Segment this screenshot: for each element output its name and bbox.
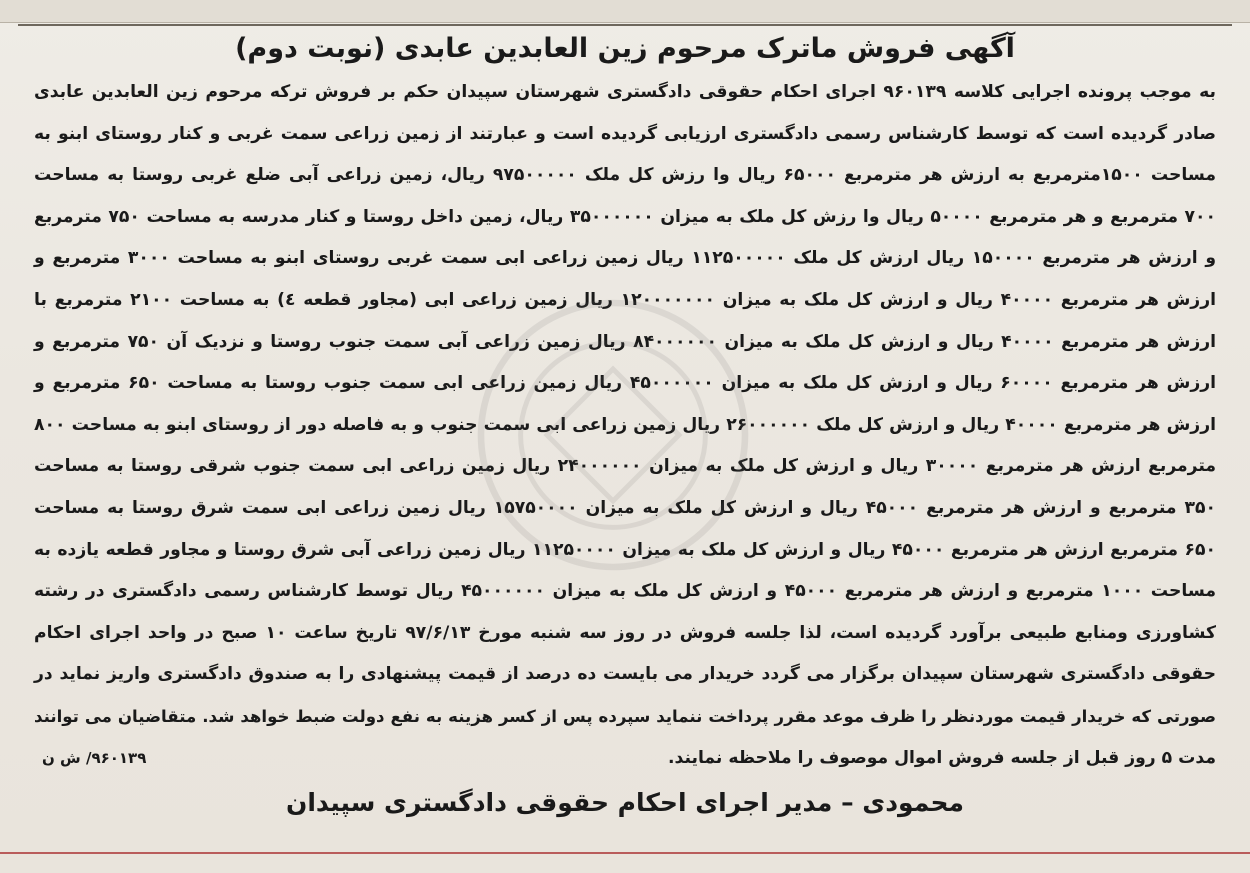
notice-line-11: ۳۵۰ مترمربع و ارزش هر مترمربع ۴۵۰۰۰ ریال و ارزش کل ملک به میزان ۱۵۷۵۰۰۰۰ ریال زمین زراعی ابی سمت شرق روستا به مساحت	[34, 497, 1216, 518]
notice-title: آگهی فروش ماترک مرحوم زین العابدین عابدی (نوبت دوم)	[235, 33, 1015, 64]
notice-line-17: مدت ۵ روز قبل از جلسه فروش اموال موصوف را ملاحظه نمایند.	[668, 747, 1216, 768]
notice-line-6: ارزش هر مترمربع ۴۰۰۰۰ ریال و ارزش کل ملک به میزان ۱۲۰۰۰۰۰۰۰ ریال زمین زراعی ابی (مجاور قطعه ٤) به مساحت ۲۱۰۰ مترمربع با	[34, 289, 1216, 310]
notice-line-14: کشاورزی ومنابع طبیعی برآورد گردیده است، لذا جلسه فروش در روز سه شنبه مورخ ۹۷/۶/۱۳ تاریخ ساعت ۱۰ صبح در واحد اجرای احکام	[34, 622, 1216, 643]
notice-line-12: ۶۵۰ مترمربع ارزش هر مترمربع ۴۵۰۰۰ ریال و ارزش کل ملک به میزان ۱۱۲۵۰۰۰۰ ریال زمین زراعی آبی شرق روستا و مجاور قطعه یازده به	[34, 539, 1216, 560]
notice-line-10: مترمربع ارزش هر مترمربع ۳۰۰۰۰ ریال و ارزش کل ملک به میزان ۲۴۰۰۰۰۰۰ ریال زمین زراعی ابی سمت جنوب شرقی روستا به مساحت	[34, 456, 1217, 477]
notice-line-5: و ارزش هر مترمربع ۱۵۰۰۰۰ ریال ارزش کل ملک ۱۱۲۵۰۰۰۰۰ ریال زمین زراعی ابی سمت غربی روستای ابنو به مساحت ۳۰۰۰ مترمربع و	[34, 248, 1216, 269]
notice-line-7: ارزش هر مترمربع ۴۰۰۰۰ ریال و ارزش کل ملک به میزان ۸۴۰۰۰۰۰۰ ریال زمین زراعی آبی سمت جنوب روستا و نزدیک آن ۷۵۰ مترمربع و	[34, 331, 1216, 352]
top-divider	[18, 24, 1232, 26]
auction-notice	[34, 27, 1216, 825]
notice-line-8: ارزش هر مترمربع ۶۰۰۰۰ ریال و ارزش کل ملک به میزان ۴۵۰۰۰۰۰۰ ریال زمین زراعی ابی سمت جنوب روستا به مساحت ۶۵۰ مترمربع و	[34, 373, 1216, 394]
notice-line-15: حقوقی دادگستری شهرستان سپیدان برگزار می گردد خریدار می بایست ده درصد از قیمت پیشنهادی را به صندوق دادگستری واریز نماید در	[34, 664, 1216, 685]
notice-signature: محمودی – مدیر اجرای احکام حقوقی دادگستری سپیدان	[286, 788, 964, 818]
notice-line-9: ارزش هر مترمربع ۴۰۰۰۰ ریال و ارزش کل ملک ۲۶۰۰۰۰۰۰ ریال زمین زراعی ابی سمت جنوب و به فاصله دور از روستای ابنو به مساحت ۸۰۰	[34, 414, 1216, 435]
notice-line-2: صادر گردیده است که توسط کارشناس رسمی دادگستری ارزیابی گردیده است و عبارتند از زمین زراعی سمت غربی و کنار روستای ابنو به	[34, 123, 1216, 144]
notice-line-4: ۷۰۰ مترمربع و هر مترمربع ۵۰۰۰۰ ریال وا رزش کل ملک به میزان ۳۵۰۰۰۰۰۰ ریال، زمین داخل روستا و کنار مدرسه به مساحت ۷۵۰ مترمربع	[34, 206, 1217, 227]
notice-last-row	[34, 738, 1216, 780]
notice-line-3: مساحت ۱۵۰۰مترمربع به ارزش هر مترمربع ۶۵۰۰۰ ریال وا رزش کل ملک ۹۷۵۰۰۰۰۰ ریال، زمین زراعی آبی ضلع غربی روستا به مساحت	[34, 165, 1216, 186]
reference-number: ۹۶۰۱۳۹/ ش ن	[42, 748, 147, 767]
notice-line-16: صورتی که خریدار قیمت موردنظر را ظرف موعد مقرر پرداخت ننماید سپرده پس از کسر هزینه به نفع دولت ضبط خواهد شد. متقاضیان می توانند	[34, 706, 1216, 726]
notice-line-1: به موجب پرونده اجرایی کلاسه ۹۶۰۱۳۹ اجرای احکام حقوقی دادگستری شهرستان سپیدان حکم بر فروش ترکه مرحوم زین العابدین عابدی	[34, 82, 1216, 102]
bottom-divider	[0, 852, 1250, 854]
notice-line-13: مساحت ۱۰۰۰ مترمربع و ارزش هر مترمربع ۴۵۰۰۰ و ارزش کل ملک به میزان ۴۵۰۰۰۰۰۰ ریال توسط کارشناس رسمی دادگستری در رشته	[34, 581, 1216, 602]
previous-column-strip	[0, 0, 1250, 23]
